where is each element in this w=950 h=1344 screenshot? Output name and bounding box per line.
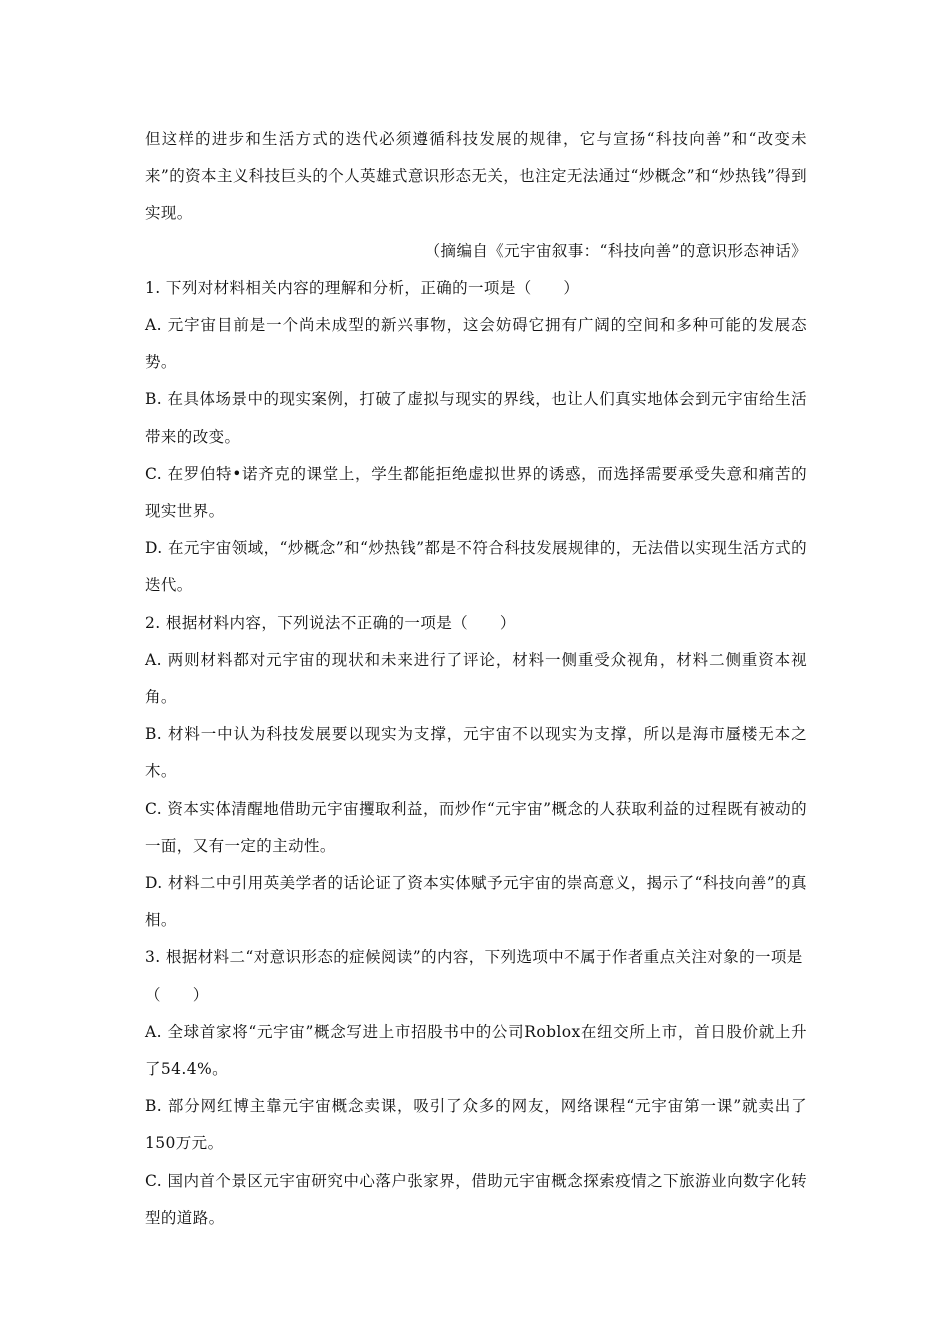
question-2-stem: 2. 根据材料内容，下列说法不正确的一项是（ ） [145, 613, 516, 632]
question-3-option-a: A. 全球首家将“元宇宙”概念写进上市招股书中的公司Roblox在纽交所上市，首日股价就上升了54.4%。 [145, 1022, 807, 1079]
passage-paragraph: 但这样的进步和生活方式的迭代必须遵循科技发展的规律，它与宣扬“科技向善”和“改变未来”的资本主义科技巨头的个人英雄式意识形态无关，也注定无法通过“炒概念”和“炒热钱”得到实现。 [145, 130, 807, 223]
question-1-option-d: D. 在元宇宙领域，“炒概念”和“炒热钱”都是不符合科技发展规律的，无法借以实现生活方式的迭代。 [145, 539, 807, 595]
question-1-option-a: A. 元宇宙目前是一个尚未成型的新兴事物，这会妨碍它拥有广阔的空间和多种可能的发展态势。 [145, 316, 807, 372]
question-1-stem: 1. 下列对材料相关内容的理解和分析，正确的一项是（ ） [145, 278, 580, 297]
question-3-stem: 3. 根据材料二“对意识形态的症候阅读”的内容，下列选项中不属于作者重点关注对象的一项是（ ） [145, 948, 803, 1004]
question-3-option-b: B. 部分网红博主靠元宇宙概念卖课，吸引了众多的网友，网络课程“元宇宙第一课”就卖出了150万元。 [145, 1097, 807, 1153]
question-2-option-d: D. 材料二中引用英美学者的话论证了资本实体赋予元宇宙的崇高意义，揭示了“科技向善”的真相。 [145, 874, 807, 930]
document-body [145, 121, 807, 1237]
question-2-option-c: C. 资本实体清醒地借助元宇宙攫取利益，而炒作“元宇宙”概念的人获取利益的过程既有被动的一面，又有一定的主动性。 [145, 799, 807, 855]
question-3-option-c: C. 国内首个景区元宇宙研究中心落户张家界，借助元宇宙概念探索疫情之下旅游业向数字化转型的道路。 [145, 1171, 807, 1227]
question-1-option-b: B. 在具体场景中的现实案例，打破了虚拟与现实的界线，也让人们真实地体会到元宇宙给生活带来的改变。 [145, 390, 807, 446]
question-2-option-a: A. 两则材料都对元宇宙的现状和未来进行了评论，材料一侧重受众视角，材料二侧重资本视角。 [145, 650, 807, 707]
question-1-option-c: C. 在罗伯特•诺齐克的课堂上，学生都能拒绝虚拟世界的诱惑，而选择需要承受失意和痛苦的现实世界。 [145, 464, 807, 521]
passage-source: （摘编自《元宇宙叙事：“科技向善”的意识形态神话》 [424, 241, 807, 260]
question-2-option-b: B. 材料一中认为科技发展要以现实为支撑，元宇宙不以现实为支撑，所以是海市蜃楼无本之木。 [145, 725, 807, 781]
